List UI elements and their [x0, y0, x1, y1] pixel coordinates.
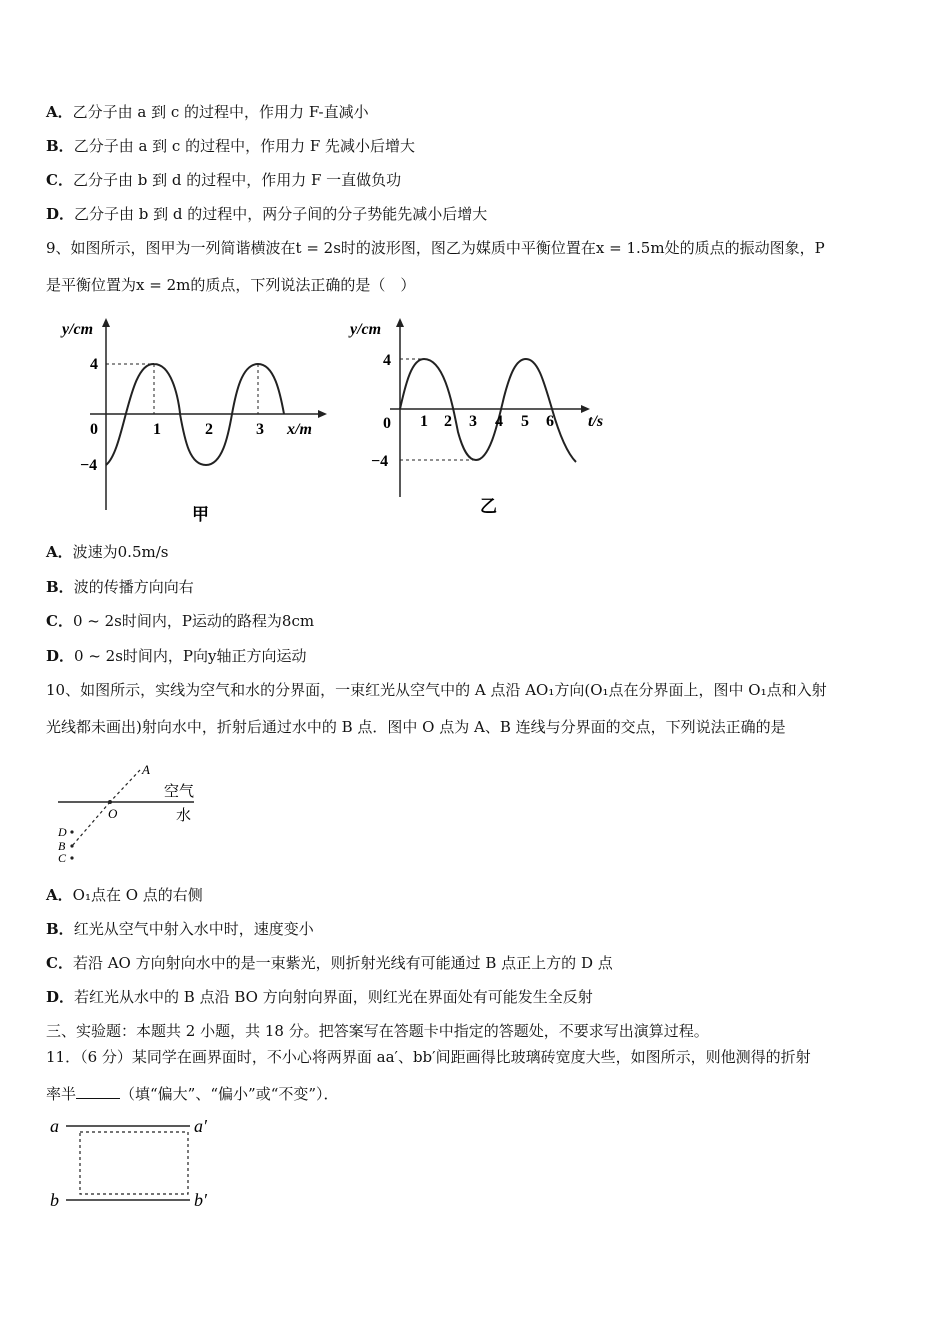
q10-figure: [52, 752, 212, 872]
q10-option-d: D．若红光从水中的 B 点沿 BO 方向射向界面，则红光在界面处有可能发生全反射: [46, 988, 593, 1006]
yi-xtick-4: 4: [495, 413, 503, 430]
q10-label-d: D: [58, 825, 67, 839]
jia-ytick-pos: 4: [90, 356, 98, 373]
yi-xlabel: t/s: [588, 413, 604, 430]
q10-label-b: B: [58, 839, 66, 853]
yi-caption: 乙: [480, 497, 497, 516]
q9-figure-jia: [50, 312, 340, 530]
q9-stem-line2: 是平衡位置为x = 2m的质点，下列说法正确的是（ ）: [46, 276, 416, 294]
yi-ytick-neg: −4: [371, 453, 389, 470]
q11-stem-line2: 率半 （填“偏大”、“偏小”或“不变”）．: [46, 1085, 339, 1103]
jia-xlabel: x/m: [287, 421, 312, 438]
q11-stem-line1: 11．（6 分）某同学在画界面时，不小心将两界面 aa′、bb′间距画得比玻璃砖宽度大些，如图所示，则他测得的折射: [46, 1048, 811, 1066]
q9-option-a: A．波速为0.5m/s: [46, 543, 169, 561]
q9-stem-line1: 9、如图所示，图甲为一列简谐横波在t = 2s时的波形图，图乙为媒质中平衡位置在x = 1.5m处的质点的振动图象，P: [46, 239, 825, 257]
yi-ylabel: y/cm: [350, 321, 382, 338]
q10-option-c: C．若沿 AO 方向射向水中的是一束紫光，则折射光线有可能通过 B 点正上方的 D 点: [46, 954, 613, 972]
yi-xtick-6: 6: [546, 413, 554, 430]
jia-xtick-1: 1: [153, 421, 161, 438]
q8-option-c: C．乙分子由 b 到 d 的过程中，作用力 F 一直做负功: [46, 171, 402, 189]
q10-label-water: 水: [176, 808, 192, 824]
yi-xtick-3: 3: [469, 413, 477, 430]
jia-xtick-3: 3: [256, 421, 264, 438]
q11-label-b-prime: b′: [194, 1190, 207, 1210]
q10-option-b: B．红光从空气中射入水中时，速度变小: [46, 920, 314, 938]
jia-caption: 甲: [192, 505, 209, 524]
q10-label-a: A: [142, 762, 150, 777]
q9-option-d: D．0 ~ 2s时间内，P向y轴正方向运动: [46, 647, 307, 665]
yi-xtick-1: 1: [420, 413, 428, 430]
q9-option-c: C．0 ~ 2s时间内，P运动的路程为8cm: [46, 612, 315, 630]
q9-figure-yi: [340, 312, 620, 522]
q10-stem-line2: 光线都未画出)射向水中，折射后通过水中的 B 点．图中 O 点为 A、B 连线与分界面的交点，下列说法正确的是: [46, 718, 786, 736]
q10-label-air: 空气: [164, 784, 195, 800]
q10-stem-line1: 10、如图所示，实线为空气和水的分界面，一束红光从空气中的 A 点沿 AO₁方向(O₁点在分界面上，图中 O₁点和入射: [46, 681, 827, 699]
jia-ytick-neg: −4: [80, 457, 98, 474]
yi-xtick-5: 5: [521, 413, 529, 430]
q9-option-b: B．波的传播方向向右: [46, 578, 194, 596]
q11-label-a: a: [50, 1116, 59, 1136]
jia-ylabel: y/cm: [62, 321, 94, 338]
q10-label-c: C: [58, 851, 67, 865]
yi-ytick-pos: 4: [383, 352, 391, 369]
jia-xtick-2: 2: [205, 421, 213, 438]
q10-label-o: O: [108, 806, 118, 821]
q8-option-d: D．乙分子由 b 到 d 的过程中，两分子间的分子势能先减小后增大: [46, 205, 488, 223]
jia-origin: 0: [90, 421, 98, 438]
section-3-heading: 三、实验题：本题共 2 小题，共 18 分。把答案写在答题卡中指定的答题处，不要求写出演算过程。: [46, 1022, 709, 1040]
q8-option-a: A．乙分子由 a 到 c 的过程中，作用力 F-直减小: [46, 103, 369, 121]
yi-origin: 0: [383, 415, 391, 432]
q11-label-a-prime: a′: [194, 1116, 207, 1136]
q8-option-b: B．乙分子由 a 到 c 的过程中，作用力 F 先减小后增大: [46, 137, 416, 155]
yi-xtick-2: 2: [444, 413, 452, 430]
q10-option-a: A．O₁点在 O 点的右侧: [46, 886, 203, 904]
q11-answer-blank[interactable]: [76, 1084, 120, 1099]
q11-figure: [46, 1114, 226, 1218]
q11-label-b: b: [50, 1190, 59, 1210]
